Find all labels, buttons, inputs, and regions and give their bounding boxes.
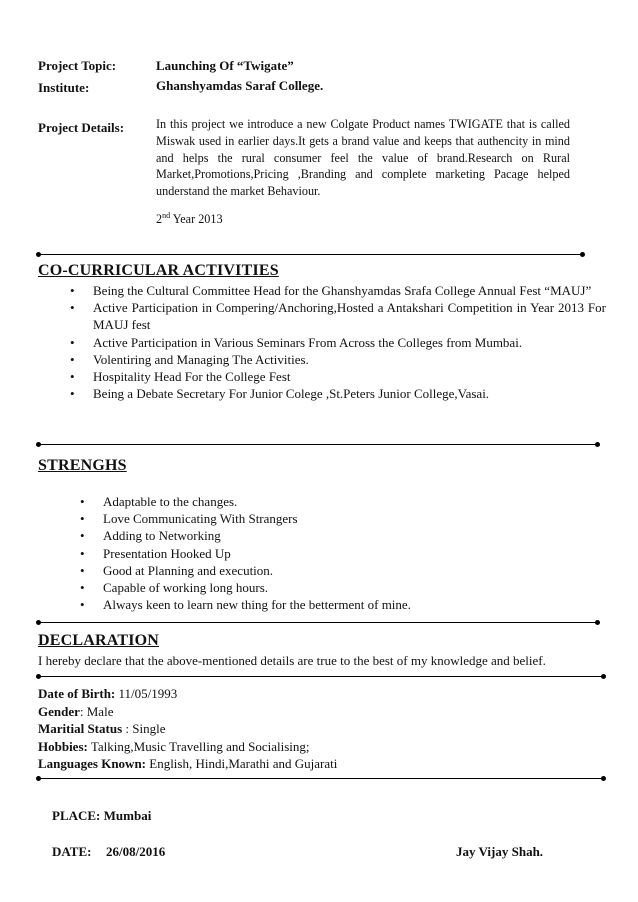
section-divider — [38, 778, 604, 779]
hobbies-row — [38, 738, 598, 756]
list-item: • Presentation Hooked Up — [76, 545, 606, 562]
dob-row — [38, 685, 598, 703]
marital-value: : Single — [122, 721, 166, 736]
languages-row — [38, 755, 598, 773]
declaration-heading: DECLARATION — [38, 632, 160, 649]
marital-label: Maritial Status — [38, 721, 123, 736]
hobbies-value: Talking,Music Travelling and Socialising; — [87, 738, 310, 754]
date-value: 26/08/2016 — [106, 844, 166, 859]
list-item: • Adding to Networking — [76, 527, 606, 544]
section-divider — [38, 254, 583, 255]
declaration-text: I hereby declare that the above-mentioned details are true to the best of my knowledge and belief. — [38, 653, 546, 668]
marital-row — [38, 720, 598, 738]
gender-value: : Male — [79, 703, 114, 719]
section-divider — [38, 676, 604, 677]
list-item: • Love Communicating With Strangers — [76, 510, 606, 527]
list-item: • Active Participation in Compering/Anchoring,Hosted a Antakshari Competition in Year 2013 For MAUJ fest — [66, 299, 606, 333]
cocurricular-list — [66, 282, 606, 402]
personal-info — [38, 685, 598, 773]
cocurricular-heading: CO-CURRICULAR ACTIVITIES — [38, 262, 279, 279]
languages-value: English, Hindi,Marathi and Gujarati — [146, 756, 338, 771]
dob-label: Date of Birth: — [38, 686, 116, 701]
dob-value: 11/05/1993 — [115, 686, 178, 701]
list-item: • Adaptable to the changes. — [76, 493, 606, 510]
institute-value: Ghanshyamdas Saraf College. — [156, 78, 324, 93]
place: PLACE: Mumbai — [52, 808, 152, 823]
signature-name: Jay Vijay Shah. — [456, 844, 544, 859]
strengths-heading: STRENGHS — [38, 457, 127, 474]
year-number: 2 — [156, 212, 163, 227]
section-divider — [38, 622, 598, 623]
list-item: • Active Participation in Various Seminars From Across the Colleges from Mumbai. — [66, 334, 606, 351]
list-item: • Always keen to learn new thing for the betterment of mine. — [76, 596, 606, 613]
section-divider — [38, 444, 598, 445]
languages-label: Languages Known: — [38, 756, 146, 771]
list-item: • Being the Cultural Committee Head for the Ghanshyamdas Srafa College Annual Fest “MAUJ” — [66, 282, 606, 299]
project-topic-label: Project Topic: — [38, 58, 117, 73]
project-year — [156, 211, 223, 227]
year-superscript: nd — [162, 211, 171, 220]
project-topic-value: Launching Of “Twigate” — [156, 58, 294, 73]
strengths-list — [76, 493, 606, 613]
date-label: DATE: — [52, 844, 92, 859]
year-text: Year 2013 — [170, 212, 223, 227]
list-item: • Hospitality Head For the College Fest — [66, 368, 606, 385]
project-details-label: Project Details: — [38, 120, 125, 135]
list-item: • Volentiring and Managing The Activities. — [66, 351, 606, 368]
institute-label: Institute: — [38, 80, 90, 95]
list-item: • Capable of working long hours. — [76, 579, 606, 596]
list-item: • Good at Planning and execution. — [76, 562, 606, 579]
project-details-text: In this project we introduce a new Colgate Product names TWIGATE that is called Miswak used in earlier days.It gets a brand value and keeps that authencity in mind and helps the rural consumer feel the value of brand.Research on Rural Market,Promotions,Pricing ,Branding and complete marketing Pacage helped understand the market Behaviour. — [156, 117, 570, 199]
gender-label: Gender — [38, 703, 80, 719]
gender-row — [38, 703, 598, 721]
list-item: • Being a Debate Secretary For Junior Colege ,St.Peters Junior College,Vasai. — [66, 385, 606, 402]
hobbies-label: Hobbies: — [38, 738, 88, 754]
